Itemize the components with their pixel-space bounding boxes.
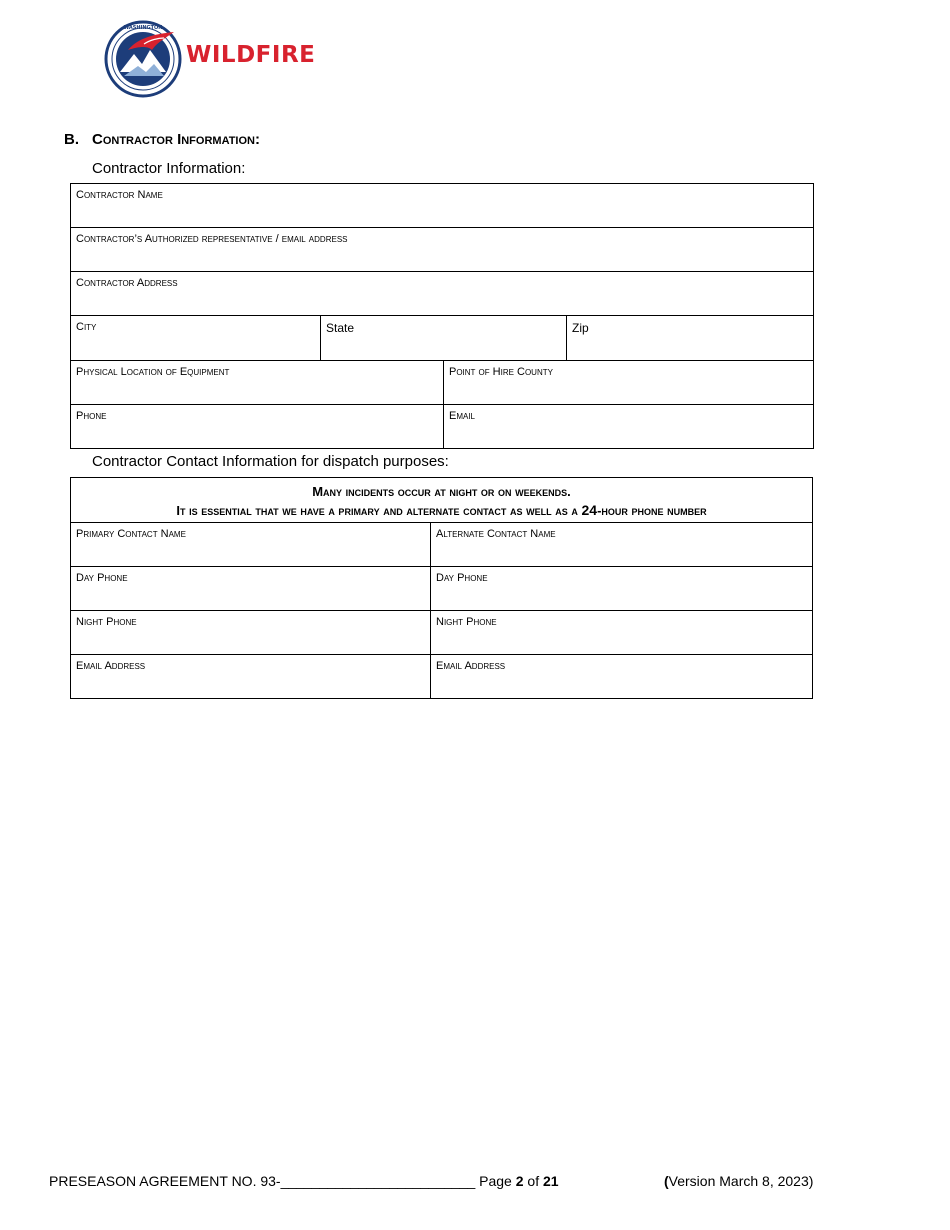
dispatch-contact-table: [70, 477, 813, 699]
primary-contact-label: Primary Contact Name: [76, 528, 186, 540]
wildfire-wordmark: WILDFIRE: [186, 42, 316, 68]
authorized-rep-field[interactable]: [71, 228, 814, 272]
authorized-rep-label: Contractor’s Authorized representative / email address: [76, 233, 348, 245]
banner-line-2-end: -hour phone number: [597, 503, 707, 518]
email-label: Email: [449, 410, 476, 422]
page-number: 2: [515, 1173, 524, 1189]
zip-field[interactable]: [567, 316, 814, 361]
primary-email-label: Email Address: [76, 660, 146, 672]
alternate-contact-field[interactable]: [431, 523, 813, 567]
dnr-wildfire-logo: [104, 20, 314, 98]
agreement-number-blank: _________________________: [280, 1173, 476, 1189]
page-of: of: [523, 1173, 543, 1189]
alternate-day-phone-field[interactable]: [431, 567, 813, 611]
city-field[interactable]: [71, 316, 321, 361]
banner-line-2-start: It is essential that we have a primary and alternate contact as well as a: [176, 503, 582, 518]
primary-email-field[interactable]: [71, 655, 431, 699]
alternate-email-field[interactable]: [431, 655, 813, 699]
svg-text:WASHINGTON: WASHINGTON: [123, 25, 163, 31]
agreement-label: PRESEASON AGREEMENT NO. 93-: [49, 1173, 281, 1189]
primary-day-phone-label: Day Phone: [76, 572, 128, 584]
phone-label: Phone: [76, 410, 107, 422]
banner-hours: 24: [581, 502, 598, 518]
state-field[interactable]: [321, 316, 567, 361]
alternate-day-phone-label: Day Phone: [436, 572, 488, 584]
dispatch-banner: [71, 478, 813, 523]
contractor-address-field[interactable]: [71, 272, 814, 316]
version-text: Version March 8, 2023): [668, 1173, 814, 1189]
point-of-hire-label: Point of Hire County: [449, 366, 553, 378]
contractor-name-label: Contractor Name: [76, 189, 163, 201]
version-label: [664, 1173, 813, 1189]
physical-location-label: Physical Location of Equipment: [76, 366, 230, 378]
page-total: 21: [543, 1173, 559, 1189]
alternate-email-label: Email Address: [436, 660, 506, 672]
state-label: State: [326, 321, 355, 335]
page-indicator: [479, 1173, 558, 1189]
contractor-info-heading: Contractor Information:: [92, 160, 246, 177]
email-field[interactable]: [444, 405, 814, 449]
contractor-name-field[interactable]: [71, 184, 814, 228]
version-paren: (: [664, 1173, 669, 1189]
page-footer: [49, 1173, 559, 1189]
banner-line-2: [76, 501, 807, 520]
primary-day-phone-field[interactable]: [71, 567, 431, 611]
alternate-night-phone-field[interactable]: [431, 611, 813, 655]
primary-contact-field[interactable]: [71, 523, 431, 567]
banner-line-1: Many incidents occur at night or on weekends.: [312, 484, 571, 499]
primary-night-phone-field[interactable]: [71, 611, 431, 655]
section-title: Contractor Information:: [92, 131, 260, 148]
contractor-address-label: Contractor Address: [76, 277, 178, 289]
phone-field[interactable]: [71, 405, 444, 449]
alternate-contact-label: Alternate Contact Name: [436, 528, 556, 540]
dnr-seal-icon: [104, 20, 184, 98]
zip-label: Zip: [572, 321, 589, 335]
section-heading: [64, 131, 260, 148]
contractor-info-table: [70, 183, 814, 449]
section-letter: B.: [64, 131, 79, 148]
physical-location-field[interactable]: [71, 361, 444, 405]
page-prefix: Page: [479, 1173, 516, 1189]
alternate-night-phone-label: Night Phone: [436, 616, 497, 628]
city-label: City: [76, 321, 97, 333]
point-of-hire-field[interactable]: [444, 361, 814, 405]
primary-night-phone-label: Night Phone: [76, 616, 137, 628]
dispatch-heading: Contractor Contact Information for dispatch purposes:: [92, 453, 449, 470]
